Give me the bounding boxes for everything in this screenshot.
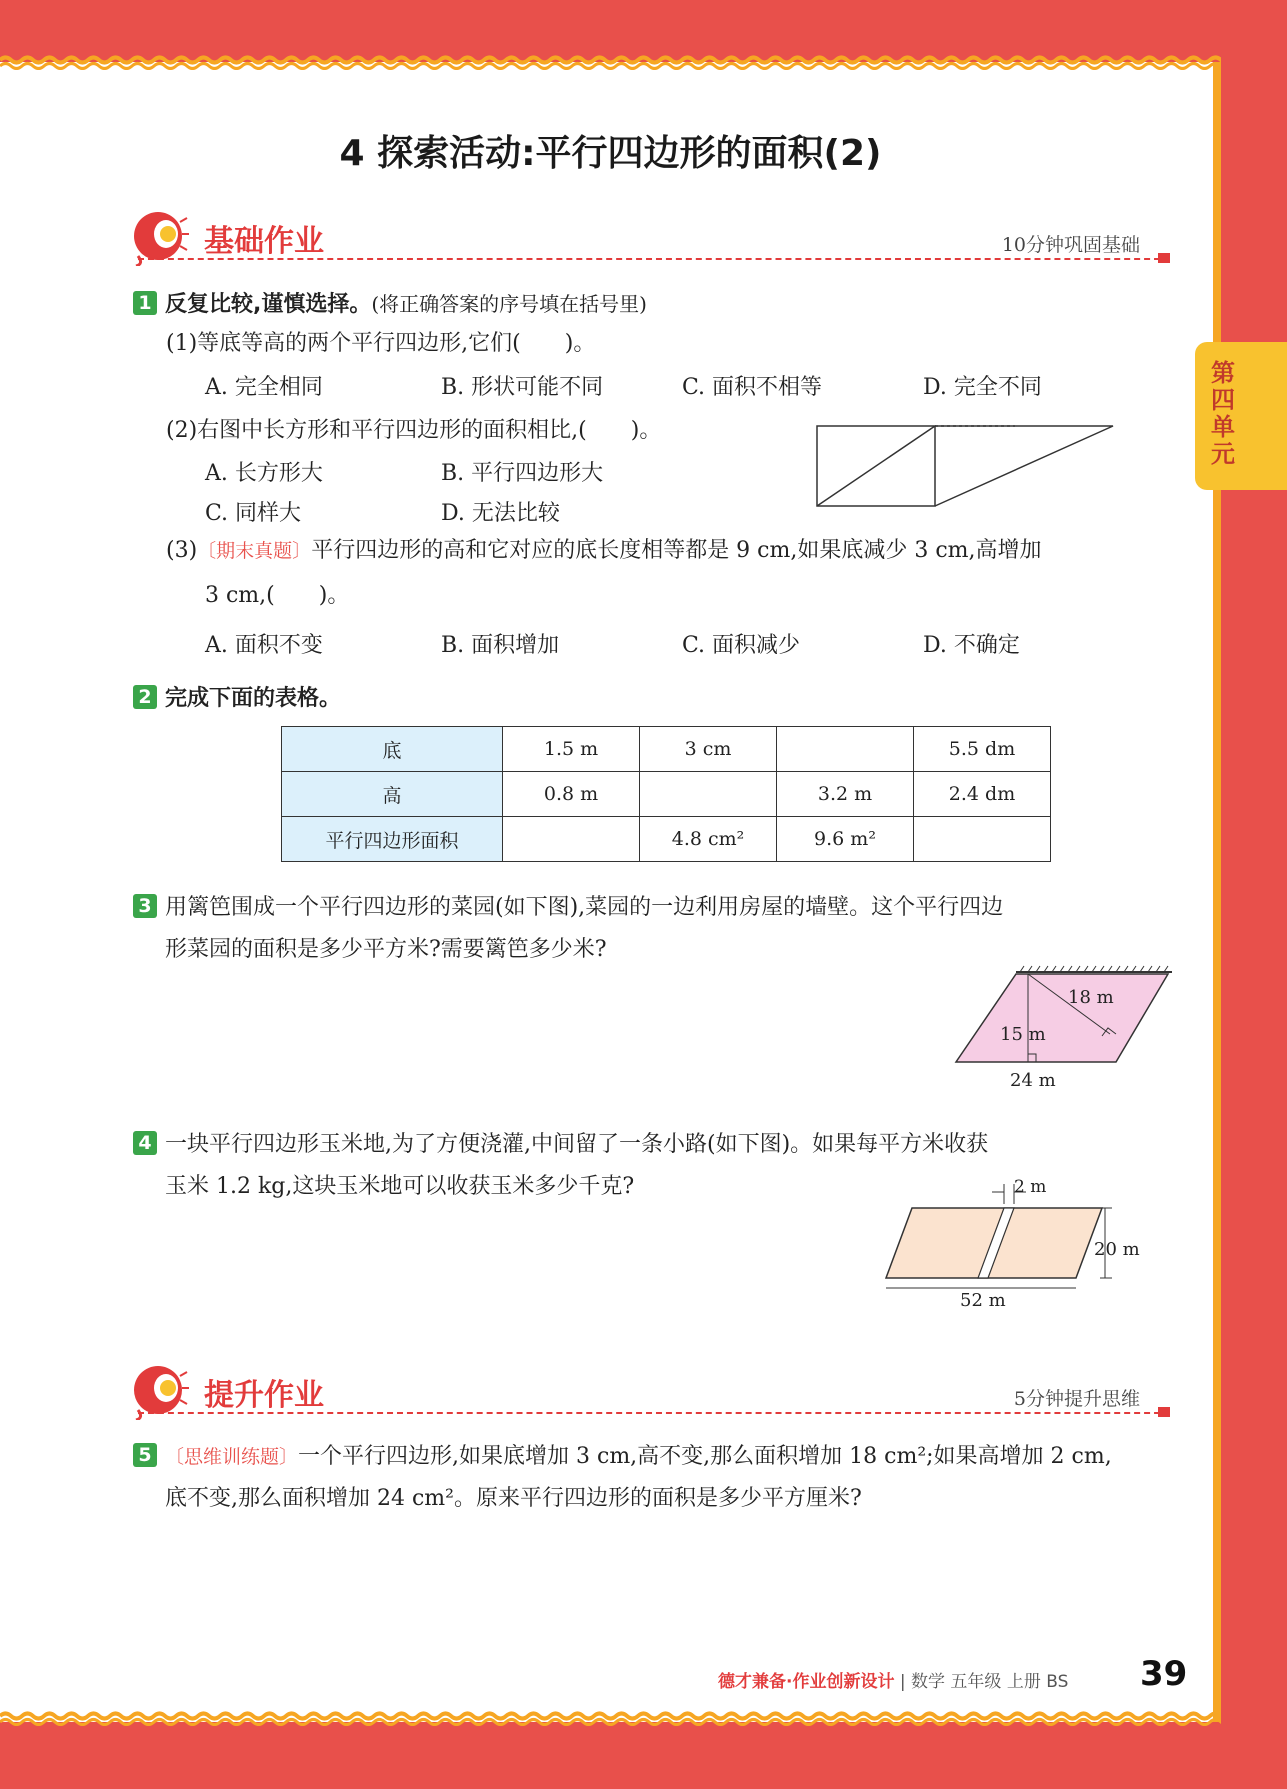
question-5-text: 一个平行四边形,如果底增加 3 cm,高不变,那么面积增加 18 cm²;如果高增加 2 cm,	[298, 1444, 1112, 1469]
page-number: 39	[1140, 1654, 1188, 1694]
field-height-label: 20 m	[1094, 1239, 1140, 1260]
garden-height-label: 15 m	[1000, 1024, 1046, 1045]
question-1-part-1: (1)等底等高的两个平行四边形,它们( )。	[166, 331, 596, 356]
part-prefix: (3)	[166, 538, 198, 563]
training-tag: 〔思维训练题〕	[165, 1446, 299, 1468]
section-advanced-header	[130, 1362, 1170, 1424]
table-cell	[777, 727, 914, 772]
question-2-title: 完成下面的表格。	[165, 686, 342, 711]
unit-side-tab	[1195, 342, 1287, 490]
question-number-badge: 5	[133, 1443, 157, 1467]
question-number-badge: 4	[133, 1131, 157, 1155]
table-cell: 4.8 cm²	[640, 817, 777, 862]
question-3-text: 用篱笆围成一个平行四边形的菜园(如下图),菜园的一边利用房屋的墙壁。这个平行四边	[165, 895, 1004, 920]
option: C. 面积减少	[682, 633, 801, 658]
data-table	[281, 726, 1051, 862]
bottom-wave-border	[0, 1706, 1221, 1726]
question-5-line-2: 底不变,那么面积增加 24 cm²。原来平行四边形的面积是多少平方厘米?	[165, 1486, 862, 1511]
table-row	[282, 727, 1051, 772]
unit-side-tab-label: 第四单元	[1211, 359, 1235, 468]
table-row-header: 高	[282, 772, 503, 817]
option: B. 形状可能不同	[441, 375, 604, 400]
section-basic-header	[130, 208, 1170, 270]
table-cell: 1.5 m	[503, 727, 640, 772]
table-cell: 2.4 dm	[914, 772, 1051, 817]
option: B. 平行四边形大	[441, 461, 604, 486]
question-number-badge: 3	[133, 894, 157, 918]
table-cell: 3.2 m	[777, 772, 914, 817]
option: D. 不确定	[923, 633, 1020, 658]
question-1-part-3-cont: 3 cm,( )。	[205, 583, 350, 608]
option: D. 完全不同	[923, 375, 1042, 400]
question-1-part-2: (2)右图中长方形和平行四边形的面积相比,( )。	[166, 418, 662, 443]
section-divider	[138, 1412, 1170, 1414]
rectangle-parallelogram-figure	[815, 420, 1115, 510]
table-row-header: 底	[282, 727, 503, 772]
question-4-text: 一块平行四边形玉米地,为了方便浇灌,中间留了一条小路(如下图)。如果每平方米收获	[165, 1132, 989, 1157]
section-basic-title: 基础作业	[204, 224, 324, 259]
question-3-line-2: 形菜园的面积是多少平方米?需要篱笆多少米?	[165, 937, 607, 962]
table-cell: 9.6 m²	[777, 817, 914, 862]
question-4-line-1	[133, 1128, 988, 1162]
page-title: 4 探索活动:平行四边形的面积(2)	[339, 133, 882, 174]
question-4-line-2: 玉米 1.2 kg,这块玉米地可以收获玉米多少千克?	[165, 1174, 635, 1199]
section-advanced-title: 提升作业	[204, 1378, 324, 1413]
footer	[718, 1667, 1068, 1692]
option: A. 完全相同	[205, 375, 323, 400]
table-cell: 3 cm	[640, 727, 777, 772]
section-basic-subtitle: 10分钟巩固基础	[1001, 234, 1140, 256]
question-number-badge: 1	[133, 291, 157, 315]
road-width-label: 2 m	[1014, 1177, 1047, 1197]
section-divider	[138, 258, 1170, 260]
option: C. 同样大	[205, 501, 302, 526]
table-cell	[640, 772, 777, 817]
option: A. 面积不变	[205, 633, 323, 658]
question-1-part-3	[166, 534, 1042, 568]
garden-base-label: 24 m	[1010, 1070, 1056, 1091]
question-3-line-1	[133, 891, 1003, 925]
part-text: 平行四边形的高和它对应的底长度相等都是 9 cm,如果底减少 3 cm,高增加	[311, 538, 1042, 563]
footer-brand: 德才兼备·作业创新设计	[718, 1672, 895, 1692]
question-number-badge: 2	[133, 685, 157, 709]
question-1-title: 反复比较,谨慎选择。	[165, 292, 372, 317]
table-row	[282, 772, 1051, 817]
question-1-hint: (将正确答案的序号填在括号里)	[371, 292, 647, 316]
footer-info: | 数学 五年级 上册 BS	[899, 1672, 1069, 1692]
section-divider-end	[1158, 1407, 1170, 1417]
garden-parallelogram-figure	[950, 962, 1180, 1092]
table-cell	[914, 817, 1051, 862]
field-base-label: 52 m	[960, 1290, 1006, 1311]
table-cell: 5.5 dm	[914, 727, 1051, 772]
table-cell	[503, 817, 640, 862]
section-divider-end	[1158, 253, 1170, 263]
table-cell: 0.8 m	[503, 772, 640, 817]
option: A. 长方形大	[205, 461, 323, 486]
question-2-stem	[133, 682, 341, 716]
question-1-stem	[133, 287, 647, 322]
option: B. 面积增加	[441, 633, 560, 658]
exam-tag: 〔期末真题〕	[197, 540, 312, 562]
question-5-line-1	[133, 1440, 1112, 1474]
top-wave-border	[0, 50, 1221, 70]
table-row-header: 平行四边形面积	[282, 817, 503, 862]
section-advanced-subtitle: 5分钟提升思维	[1013, 1388, 1140, 1410]
cornfield-parallelogram-figure	[880, 1172, 1145, 1312]
table-row	[282, 817, 1051, 862]
option: D. 无法比较	[441, 501, 560, 526]
option: C. 面积不相等	[682, 375, 823, 400]
garden-side-label: 18 m	[1068, 987, 1114, 1008]
